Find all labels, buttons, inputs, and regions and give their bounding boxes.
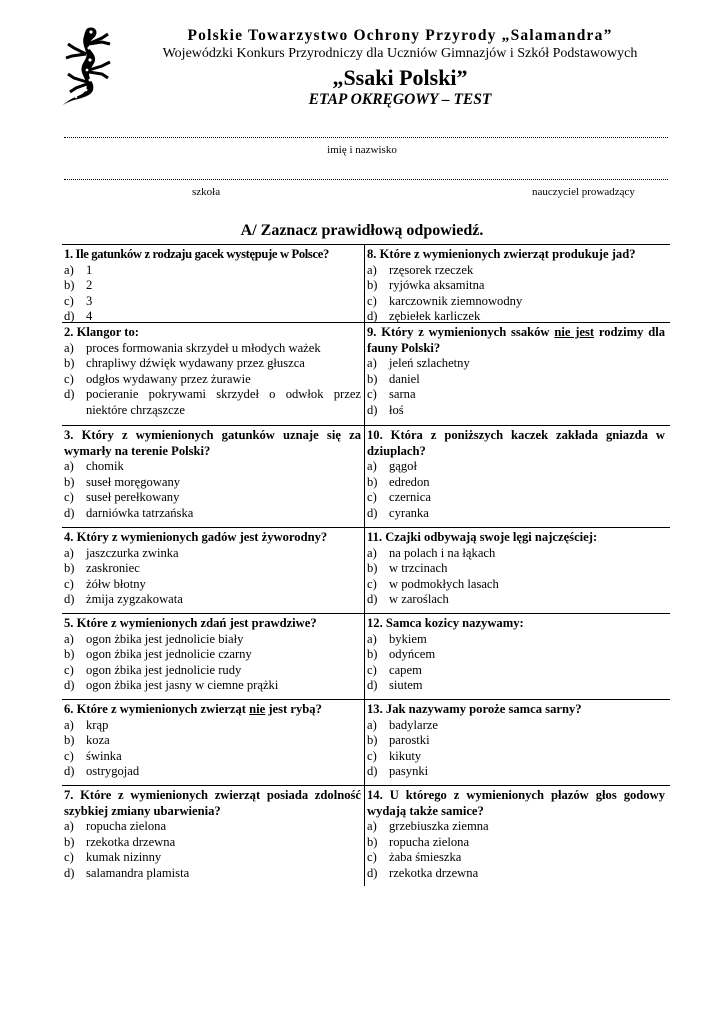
- question-row: [62, 700, 670, 786]
- answer-letter: b): [64, 278, 75, 293]
- answer-letter: d): [64, 764, 75, 779]
- answer-text: darniówka tatrzańska: [86, 505, 194, 520]
- question-row: [62, 614, 670, 700]
- answer-text: żaba śmieszka: [389, 850, 462, 865]
- question-row: [62, 323, 670, 426]
- answer-text: ogon żbika jest jednolicie rudy: [86, 662, 242, 677]
- document-header: [130, 26, 670, 109]
- answer-option[interactable]: [64, 749, 361, 765]
- answer-letter: d): [367, 764, 378, 779]
- question-cell: [365, 700, 668, 785]
- answer-option[interactable]: [367, 866, 665, 882]
- answer-text: świnka: [86, 748, 122, 763]
- answer-letter: a): [367, 545, 377, 560]
- answer-option[interactable]: [64, 733, 361, 749]
- answer-option[interactable]: [64, 341, 361, 357]
- answer-text: w podmokłych lasach: [389, 576, 499, 591]
- answer-letter: d): [367, 309, 378, 324]
- answer-text: 2: [86, 278, 93, 293]
- answer-text: rzekotka drzewna: [389, 865, 479, 880]
- answer-letter: d): [64, 592, 75, 607]
- question-cell: [62, 245, 365, 322]
- answer-option[interactable]: [367, 278, 665, 294]
- answer-text: 1: [86, 262, 93, 277]
- answer-letter: c): [64, 293, 74, 308]
- answer-option[interactable]: [367, 835, 665, 851]
- answer-letter: a): [367, 717, 377, 732]
- question-text-part: rodzimy dla fauny Polski?: [367, 325, 665, 355]
- answer-option[interactable]: [367, 647, 665, 663]
- answer-letter: c): [367, 748, 377, 763]
- answer-option[interactable]: [64, 294, 361, 310]
- answer-text: ogon żbika jest jasny w ciemne prążki: [86, 678, 279, 693]
- answer-option[interactable]: [64, 764, 361, 780]
- answer-letter: d): [64, 678, 75, 693]
- answer-option[interactable]: [64, 459, 361, 475]
- answer-text: capem: [389, 662, 422, 677]
- answer-option[interactable]: [64, 372, 361, 388]
- answer-text: 3: [86, 293, 93, 308]
- answer-text: kumak nizinny: [86, 850, 162, 865]
- answer-letter: c): [64, 576, 74, 591]
- question-text-part: jest rybą?: [265, 702, 322, 716]
- answer-text: proces formowania skrzydeł u młodych ważek: [86, 340, 321, 355]
- question-row: [62, 528, 670, 614]
- answer-letter: d): [367, 865, 378, 880]
- answer-text: żmija zygzakowata: [86, 592, 183, 607]
- questions-grid: [62, 244, 670, 886]
- answer-option[interactable]: [367, 356, 665, 372]
- question-row: [62, 786, 670, 886]
- answer-letter: a): [367, 459, 377, 474]
- answer-text: salamandra plamista: [86, 865, 190, 880]
- answer-option[interactable]: [367, 387, 665, 403]
- question-cell: [365, 528, 668, 613]
- answer-text: w trzcinach: [389, 561, 448, 576]
- answer-text: chomik: [86, 459, 124, 474]
- question-cell: [365, 323, 668, 425]
- answer-text: ropucha zielona: [389, 834, 470, 849]
- answer-text: badylarze: [389, 717, 438, 732]
- test-stage: ETAP OKRĘGOWY – TEST: [308, 91, 492, 108]
- answer-letter: a): [64, 340, 74, 355]
- answer-text: na polach i na łąkach: [389, 545, 496, 560]
- answer-text: siutem: [389, 678, 423, 693]
- answer-letter: c): [367, 387, 377, 402]
- answer-option[interactable]: [64, 475, 361, 491]
- answer-option[interactable]: [367, 632, 665, 648]
- answer-letter: c): [367, 576, 377, 591]
- answer-option[interactable]: [367, 764, 665, 780]
- answer-option[interactable]: [367, 678, 665, 694]
- answer-option[interactable]: [64, 278, 361, 294]
- question-text: 4. Który z wymienionych gadów jest żyworodny?: [64, 530, 328, 544]
- answer-option[interactable]: [367, 263, 665, 279]
- answer-text: w zaroślach: [389, 592, 449, 607]
- question-text: [64, 702, 361, 718]
- teacher-field-label: nauczyciel prowadzący: [532, 186, 635, 198]
- answer-letter: d): [367, 505, 378, 520]
- question-cell: [62, 426, 365, 527]
- question-text: 3. Który z wymienionych gatunków uznaje się za wymarły na terenie Polski?: [64, 428, 361, 458]
- answer-letter: a): [367, 631, 377, 646]
- answer-letter: b): [64, 561, 75, 576]
- answer-letter: c): [64, 371, 74, 386]
- answer-option[interactable]: [64, 561, 361, 577]
- answer-text: koza: [86, 733, 110, 748]
- answer-option[interactable]: [367, 749, 665, 765]
- answer-text: cyranka: [389, 505, 429, 520]
- answer-option[interactable]: [64, 263, 361, 279]
- question-text: 13. Jak nazywamy poroże samca sarny?: [367, 702, 582, 716]
- answer-option[interactable]: [64, 835, 361, 851]
- answer-letter: b): [64, 733, 75, 748]
- answer-letter: a): [64, 262, 74, 277]
- name-field-line[interactable]: [64, 137, 668, 138]
- question-text: 11. Czajki odbywają swoje lęgi najczęściej:: [367, 530, 598, 544]
- answer-option[interactable]: [64, 632, 361, 648]
- answer-text: sarna: [389, 387, 416, 402]
- question-text: [367, 325, 665, 356]
- answer-option[interactable]: [367, 592, 665, 608]
- answer-text: krąp: [86, 717, 109, 732]
- answer-letter: d): [367, 402, 378, 417]
- answer-letter: d): [64, 387, 75, 402]
- school-field-label: szkoła: [192, 186, 221, 198]
- salamander-icon: [58, 24, 122, 108]
- answer-option[interactable]: [64, 866, 361, 882]
- answer-text: odgłos wydawany przez żurawie: [86, 371, 251, 386]
- answer-option[interactable]: [367, 490, 665, 506]
- answer-text: chrapliwy dźwięk wydawany przez głuszca: [86, 356, 305, 371]
- answer-option[interactable]: [367, 850, 665, 866]
- answer-letter: c): [367, 850, 377, 865]
- answer-text: jaszczurka zwinka: [86, 545, 179, 560]
- question-cell: [62, 786, 365, 886]
- answer-letter: d): [64, 309, 75, 324]
- question-cell: [365, 614, 668, 699]
- answer-text: odyńcem: [389, 647, 436, 662]
- answer-text: ostrygojad: [86, 764, 140, 779]
- organization-name: Polskie Towarzystwo Ochrony Przyrody „Salamandra”: [187, 27, 613, 44]
- answer-option[interactable]: [64, 577, 361, 593]
- answer-letter: b): [367, 834, 378, 849]
- answer-option[interactable]: [64, 490, 361, 506]
- answer-letter: b): [367, 371, 378, 386]
- answer-text: daniel: [389, 371, 420, 386]
- answer-option[interactable]: [367, 819, 665, 835]
- answer-letter: a): [64, 717, 74, 732]
- answer-option[interactable]: [367, 561, 665, 577]
- answer-option[interactable]: [64, 850, 361, 866]
- answer-letter: a): [64, 631, 74, 646]
- answer-letter: b): [64, 834, 75, 849]
- answer-letter: c): [64, 850, 74, 865]
- answer-option[interactable]: [367, 294, 665, 310]
- answer-letter: b): [367, 278, 378, 293]
- answer-letter: d): [367, 592, 378, 607]
- answer-letter: a): [367, 262, 377, 277]
- answer-letter: d): [64, 865, 75, 880]
- answer-text: ryjówka aksamitna: [389, 278, 485, 293]
- answer-letter: a): [367, 819, 377, 834]
- answer-text: parostki: [389, 733, 430, 748]
- name-field-label: imię i nazwisko: [327, 144, 397, 156]
- answer-text: rzęsorek rzeczek: [389, 262, 474, 277]
- answer-option[interactable]: [367, 372, 665, 388]
- answer-letter: c): [64, 748, 74, 763]
- answer-text: czernica: [389, 490, 431, 505]
- answer-text: żółw błotny: [86, 576, 146, 591]
- contest-name: Wojewódzki Konkurs Przyrodniczy dla Uczniów Gimnazjów i Szkół Podstawowych: [162, 46, 638, 61]
- answer-text: pasynki: [389, 764, 429, 779]
- question-cell: [62, 528, 365, 613]
- answer-text: ropucha zielona: [86, 819, 167, 834]
- answer-option[interactable]: [64, 387, 361, 418]
- school-teacher-field-line[interactable]: [64, 179, 668, 180]
- answer-text: pocieranie pokrywami skrzydeł o odwłok przez niektóre chrząszcze: [86, 387, 361, 417]
- answer-letter: d): [64, 505, 75, 520]
- question-emphasis: nie jest: [554, 325, 595, 339]
- answer-letter: b): [367, 561, 378, 576]
- answer-option[interactable]: [367, 577, 665, 593]
- question-text-part: 9. Który z wymienionych ssaków: [367, 325, 555, 339]
- question-row: [62, 426, 670, 528]
- answer-letter: c): [367, 490, 377, 505]
- answer-option[interactable]: [64, 663, 361, 679]
- answer-letter: b): [64, 356, 75, 371]
- question-cell: [365, 426, 668, 527]
- question-text: 2. Klangor to:: [64, 325, 139, 339]
- answer-text: kikuty: [389, 748, 422, 763]
- answer-letter: b): [367, 474, 378, 489]
- answer-letter: b): [367, 647, 378, 662]
- question-emphasis: nie: [249, 702, 266, 716]
- test-title: „Ssaki Polski”: [332, 65, 468, 90]
- question-text: 14. U którego z wymienionych płazów głos godowy wydają także samice?: [367, 788, 665, 818]
- answer-letter: c): [64, 490, 74, 505]
- answer-option[interactable]: [367, 403, 665, 419]
- answer-option[interactable]: [64, 819, 361, 835]
- answer-text: gągoł: [389, 459, 417, 474]
- question-text: 5. Które z wymienionych zdań jest prawdziwe?: [64, 616, 317, 630]
- answer-text: karczownik ziemnowodny: [389, 293, 523, 308]
- answer-option[interactable]: [64, 718, 361, 734]
- section-title: A/ Zaznacz prawidłową odpowiedź.: [240, 222, 484, 239]
- answer-option[interactable]: [367, 506, 665, 522]
- answer-option[interactable]: [64, 647, 361, 663]
- answer-text: grzebiuszka ziemna: [389, 819, 489, 834]
- question-cell: [62, 614, 365, 699]
- answer-text: 4: [86, 309, 93, 324]
- answer-text: ogon żbika jest jednolicie biały: [86, 631, 244, 646]
- answer-option[interactable]: [64, 546, 361, 562]
- answer-text: zębiełek karliczek: [389, 309, 481, 324]
- answer-option[interactable]: [367, 733, 665, 749]
- answer-text: zaskroniec: [86, 561, 140, 576]
- answer-option[interactable]: [64, 356, 361, 372]
- question-text: 10. Która z poniższych kaczek zakłada gniazda w dziuplach?: [367, 428, 665, 458]
- answer-letter: c): [367, 662, 377, 677]
- question-row: [62, 244, 670, 323]
- answer-option[interactable]: [64, 592, 361, 608]
- answer-text: ogon żbika jest jednolicie czarny: [86, 647, 252, 662]
- answer-option[interactable]: [367, 459, 665, 475]
- question-cell: [365, 786, 668, 886]
- question-text: 1. Ile gatunków z rodzaju gacek występuje w Polsce?: [64, 247, 329, 261]
- answer-letter: a): [64, 545, 74, 560]
- question-cell: [62, 323, 365, 425]
- answer-letter: a): [367, 356, 377, 371]
- question-text-part: 6. Które z wymienionych zwierząt: [64, 702, 250, 716]
- answer-letter: b): [367, 733, 378, 748]
- answer-option[interactable]: [64, 506, 361, 522]
- question-cell: [62, 700, 365, 785]
- answer-text: suseł perełkowany: [86, 490, 180, 505]
- answer-letter: b): [64, 647, 75, 662]
- answer-text: edredon: [389, 474, 430, 489]
- answer-option[interactable]: [367, 663, 665, 679]
- answer-text: jeleń szlachetny: [389, 356, 470, 371]
- answer-letter: a): [64, 459, 74, 474]
- answer-text: łoś: [389, 402, 404, 417]
- question-cell: [365, 245, 668, 322]
- answer-option[interactable]: [367, 546, 665, 562]
- question-text: 12. Samca kozicy nazywamy:: [367, 616, 524, 630]
- answer-letter: b): [64, 474, 75, 489]
- answer-letter: d): [367, 678, 378, 693]
- question-text: 7. Które z wymienionych zwierząt posiada zdolność szybkiej zmiany ubarwienia?: [64, 788, 361, 818]
- answer-letter: c): [367, 293, 377, 308]
- answer-option[interactable]: [367, 475, 665, 491]
- answer-option[interactable]: [64, 678, 361, 694]
- answer-text: rzekotka drzewna: [86, 834, 176, 849]
- answer-letter: a): [64, 819, 74, 834]
- answer-letter: c): [64, 662, 74, 677]
- answer-option[interactable]: [367, 718, 665, 734]
- question-text: 8. Które z wymienionych zwierząt produkuje jad?: [367, 247, 636, 261]
- answer-text: bykiem: [389, 631, 427, 646]
- answer-text: suseł moręgowany: [86, 474, 181, 489]
